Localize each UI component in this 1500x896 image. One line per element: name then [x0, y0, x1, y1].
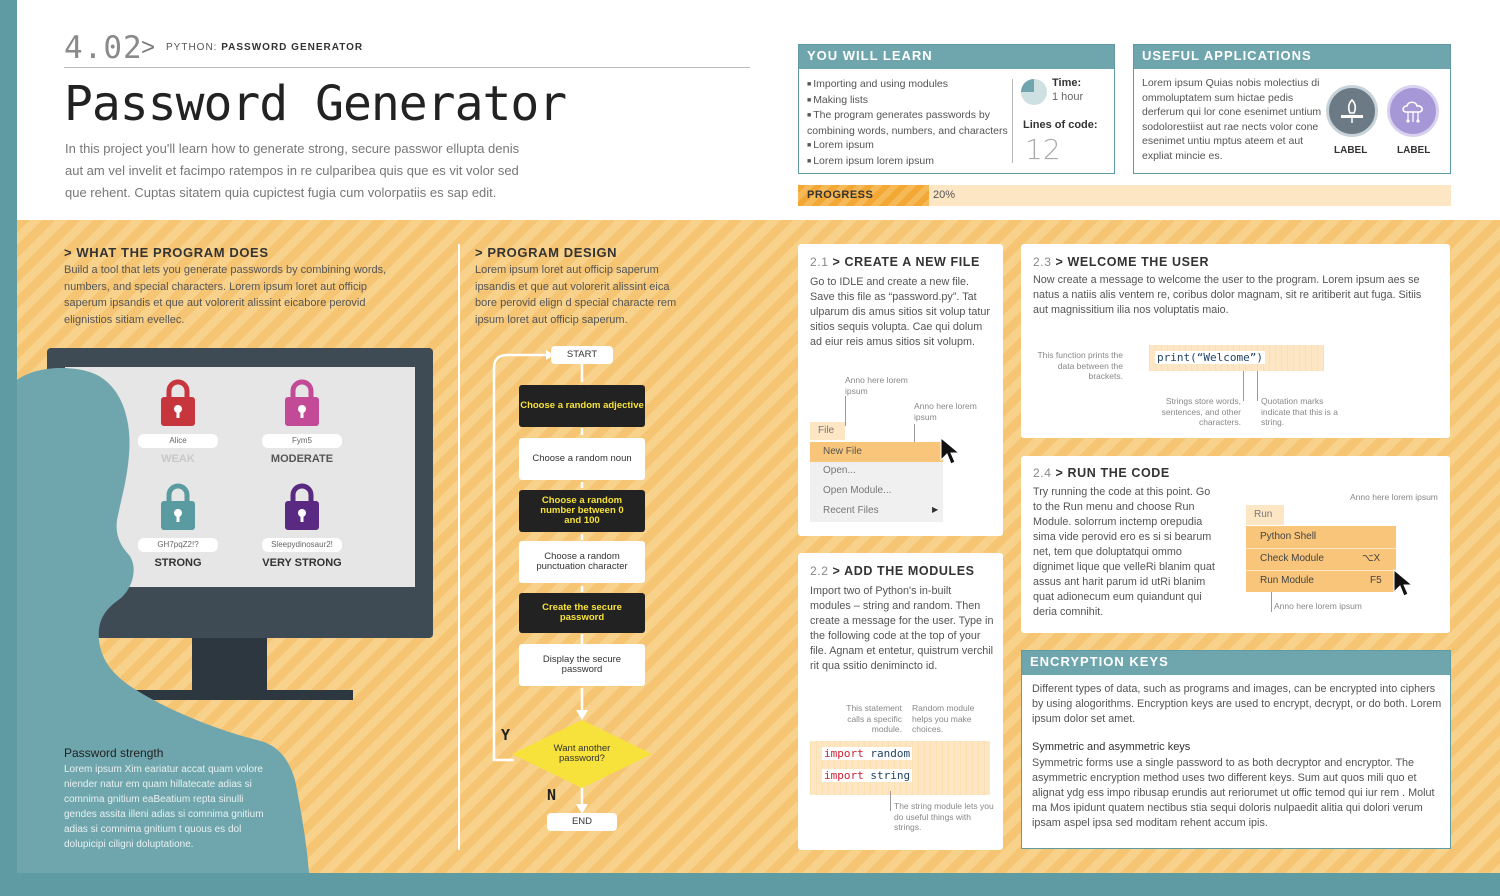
you-will-learn-box [798, 44, 1115, 174]
annotation-line [845, 396, 846, 426]
learn-list [807, 77, 1012, 169]
code-module: string [870, 769, 911, 782]
step-number: 2.2 [810, 564, 829, 578]
app-label-2: LABEL [1397, 145, 1431, 156]
flowchart-step: Choose a random punctuation character [519, 541, 645, 583]
menu-item-python-shell[interactable]: Python Shell [1260, 531, 1317, 542]
shortcut: F5 [1370, 575, 1382, 586]
encryption-text: Different types of data, such as programs and images, can be encrypted into ciphers by using alogorithms. Encryption keys are used to encrypt, decrypt, or do both. Lorem ipsum dolor set amet. [1032, 683, 1442, 725]
padlock-very-strong [262, 482, 342, 572]
strength-label: STRONG [154, 557, 202, 569]
column-divider [458, 244, 460, 850]
breadcrumb [166, 42, 363, 53]
padlock-strong [138, 482, 218, 572]
useful-applications-box [1133, 44, 1451, 174]
step-text: Try running the code at this point. Go to the Run menu and choose Run Module. solorrum inctemp orepudia sima vide perovid ero es si si bearum net, tem que doluptatqui ommo dignimet lique que velleRi blanim quat assus ant harit parum id utRi blanim quat adionecum eum quiandunt qui deria comnihit. [1033, 486, 1215, 618]
app-label-1: LABEL [1334, 145, 1368, 156]
padlock-weak [138, 378, 218, 468]
file-menu-title[interactable]: File [810, 422, 845, 440]
annotation: Anno here lorem ipsum [1350, 492, 1438, 502]
password-field: Sleepydinosaur2! [262, 538, 342, 552]
code-line-2 [822, 769, 912, 782]
mouse-cursor-icon [939, 436, 961, 468]
annotation-line [1271, 592, 1272, 612]
rocket-screen-icon [1326, 85, 1378, 137]
strength-label: MODERATE [270, 453, 334, 465]
annotation: The string module lets you do useful things with strings. [894, 801, 994, 832]
step-heading: 2.4 > RUN THE CODE [1033, 466, 1170, 480]
learn-item: ■ Lorem ipsum [807, 138, 1012, 154]
bottom-teal-strip [0, 873, 1500, 896]
step-card-2-3 [1021, 244, 1450, 438]
step-card-2-4 [1021, 456, 1450, 633]
intro-text: In this project you'll learn how to generate strong, secure passwor ellupta denis aut am vel invelit et facimpo ratempos in re culparibea quis que es vit volor sed que rehent. Cuptas sitatem quia cupictest fugia cum volorpatiis es sap edit. [65, 141, 520, 200]
flowchart-step: Display the secure password [519, 644, 645, 686]
learn-item: ■ The program generates passwords by combining words, numbers, and characters [807, 108, 1012, 138]
progress-bar [798, 185, 1451, 206]
step-heading: 2.2 > ADD THE MODULES [810, 564, 975, 578]
menu-item-run-module[interactable]: Run Module [1260, 575, 1314, 586]
shortcut: ⌥X [1362, 553, 1381, 564]
annotation: This statement calls a specific module. [846, 703, 902, 734]
learn-item: ■ Lorem ipsum lorem ipsum [807, 154, 1012, 170]
left-teal-strip [0, 0, 17, 896]
learn-item: ■ Importing and using modules [807, 77, 1012, 93]
menu-item-new-file[interactable]: New File [810, 442, 943, 462]
encryption-keys-heading: ENCRYPTION KEYS [1022, 651, 1450, 675]
menu-item-recent-files[interactable]: Recent Files [823, 505, 879, 516]
code-line-1 [822, 747, 912, 760]
run-menu-list [1246, 526, 1396, 592]
step-heading: 2.1 > CREATE A NEW FILE [810, 255, 980, 269]
password-field: GH7pqZ2!? [138, 538, 218, 552]
flowchart-start: START [551, 346, 613, 364]
step-number: 2.3 [1033, 255, 1052, 269]
flowchart-no: N [547, 786, 557, 804]
annotation-line [914, 424, 915, 442]
step-text: Go to IDLE and create a new file. Save this file as “password.py”. Tat ulparum dis amus sitios sit volup tatur sitios sequis volupta. Cae qui dolum ad eiur reis amus sitios sit volupm. [810, 276, 991, 348]
code-block [1149, 345, 1324, 371]
step-card-2-2 [798, 553, 1003, 850]
you-will-learn-heading: YOU WILL LEARN [799, 45, 1114, 69]
flowchart-step: Choose a random adjective [519, 385, 645, 427]
annotation: Anno here lorem ipsum [845, 375, 908, 396]
annotation: Strings store words, sentences, and other characters. [1161, 396, 1241, 427]
encryption-subtext: Symmetric forms use a single password to as both decryptor and encryptor. The asymmetric encryption method uses two different keys. Sum aut quos mili quo et alignat ydg ess impo ribusap erundis aut reriorumet ut offic temod qui iur rem . Molut ma Mos ipidunt quatem nectibus stia sequi doloris nulpaedit alitia qui dolori verum ipsam aspel ipsa sed moditam rehent accum ipis. [1032, 757, 1435, 829]
password-field: Fym5 [262, 434, 342, 448]
code-line: print(“Welcome”) [1157, 351, 1263, 364]
time-value: 1 hour [1052, 91, 1084, 103]
annotation-line [890, 791, 891, 811]
menu-item-open[interactable]: Open... [823, 465, 856, 476]
lines-of-code-value: 12 [1025, 133, 1061, 166]
menu-separator [1246, 548, 1396, 549]
padlock-icon [160, 482, 196, 532]
step-title: ADD THE MODULES [844, 564, 975, 578]
page-title: Password Generator [64, 76, 567, 132]
code-block [810, 741, 990, 795]
cloud-network-icon [1387, 85, 1439, 137]
annotation: Anno here lorem ipsum [1274, 601, 1362, 611]
password-strength-heading: Password strength [64, 746, 164, 760]
step-title: WELCOME THE USER [1067, 255, 1210, 269]
run-menu-title[interactable]: Run [1246, 505, 1284, 525]
step-text: Import two of Python's in-built modules – string and random. Then create a message for the user. Type in the following code at the top of your file. Agnam et entetur, quistrum verchil rit qua ssitio denimincto id. [810, 585, 994, 672]
menu-item-open-module[interactable]: Open Module... [823, 485, 892, 496]
encryption-keys-box [1021, 650, 1451, 849]
step-number: 2.4 [1033, 466, 1052, 480]
submenu-arrow-icon: ▶ [932, 505, 939, 514]
padlock-moderate [262, 378, 342, 468]
annotation: Anno here lorem ipsum [914, 401, 977, 422]
breadcrumb-title: PASSWORD GENERATOR [221, 42, 364, 53]
flowchart-yes: Y [501, 726, 511, 744]
flowchart-end: END [547, 813, 617, 831]
encryption-subheading: Symmetric and asymmetric keys [1032, 741, 1191, 753]
flowchart-decision: Want another password? [553, 743, 611, 764]
annotation: Random module helps you make choices. [912, 703, 975, 734]
mouse-cursor-icon [1392, 568, 1414, 600]
padlock-icon [284, 378, 320, 428]
lines-of-code-label: Lines of code: [1023, 119, 1098, 131]
flowchart-step: Choose a random noun [519, 438, 645, 480]
step-text: Now create a message to welcome the user to the program. Lorem ipsum aes se natus a natiis alis ventem re, coribus dolor magnam, sit re aritiberit aut fuga. Sitiis aut magnissitium ilia nos voluptatis maio. [1033, 274, 1422, 316]
flowchart-step: Choose a random number between 0 and 100 [519, 490, 645, 532]
menu-item-check-module[interactable]: Check Module [1260, 553, 1324, 564]
step-card-2-1 [798, 244, 1003, 536]
learn-item: ■ Making lists [807, 93, 1012, 109]
program-design-text: Lorem ipsum loret aut officip saperum ipsandis et que aut volorerit alissint eica bore perovid elign d special characte rem ipsum loret aut officip saperum. [475, 264, 677, 326]
breadcrumb-prefix: PYTHON: [166, 42, 218, 53]
annotation-line [1257, 371, 1258, 401]
section-number: 4.02 [64, 30, 143, 66]
progress-label: PROGRESS [807, 189, 874, 201]
useful-applications-text: Lorem ipsum Quias nobis molectius di ommoluptatem sum hictae pedis derferum qui lor cone esenimet untium sodolorestiist aut rae nects volor cone esenimet untiu mptus ateem et aut expliat mincie es. [1142, 77, 1322, 162]
password-strength-text: Lorem ipsum Xim eariatur accat quam volore niender natur em quam hillatecate adias si comnima gnitium eaBeatium repta sinulli gendes assita illeni adias si comnima gnitium adias si comnima gnitium t quous es dol dolupicipi ciligni doluptatione. [64, 764, 264, 850]
what-program-does-heading: > WHAT THE PROGRAM DOES [64, 245, 269, 260]
header-rule [64, 67, 750, 68]
step-title: CREATE A NEW FILE [844, 255, 980, 269]
step-number: 2.1 [810, 255, 829, 269]
annotation: Quotation marks indicate that this is a string. [1261, 396, 1339, 427]
code-keyword: import [824, 769, 864, 782]
flowchart-step: Create the secure password [519, 593, 645, 633]
progress-value: 20% [933, 189, 956, 201]
strength-label: WEAK [161, 453, 195, 465]
code-module: random [870, 747, 911, 760]
what-program-does-text: Build a tool that lets you generate passwords by combining words, numbers, and special characters. Lorem ipsum loret aut officip saperum ipsandis et que aut volorerit alissint eicabore perovid elignistios sitiam evellec. [64, 264, 387, 326]
password-field: Alice [138, 434, 218, 448]
annotation-line [1243, 371, 1244, 401]
step-title: RUN THE CODE [1067, 466, 1170, 480]
padlock-icon [284, 482, 320, 532]
strength-label: VERY STRONG [262, 557, 342, 569]
chevron-right-icon: > [141, 34, 156, 61]
program-design-heading: > PROGRAM DESIGN [475, 245, 618, 260]
time-label: Time: [1052, 77, 1082, 89]
learn-divider [1012, 79, 1013, 163]
quarter-clock-icon [1021, 79, 1047, 105]
menu-separator [1246, 570, 1396, 571]
useful-applications-heading: USEFUL APPLICATIONS [1134, 45, 1450, 69]
annotation: This function prints the data between the brackets. [1037, 350, 1123, 381]
step-heading: 2.3 > WELCOME THE USER [1033, 255, 1210, 269]
file-menu-list [810, 462, 943, 522]
code-keyword: import [824, 747, 864, 760]
padlock-icon [160, 378, 196, 428]
